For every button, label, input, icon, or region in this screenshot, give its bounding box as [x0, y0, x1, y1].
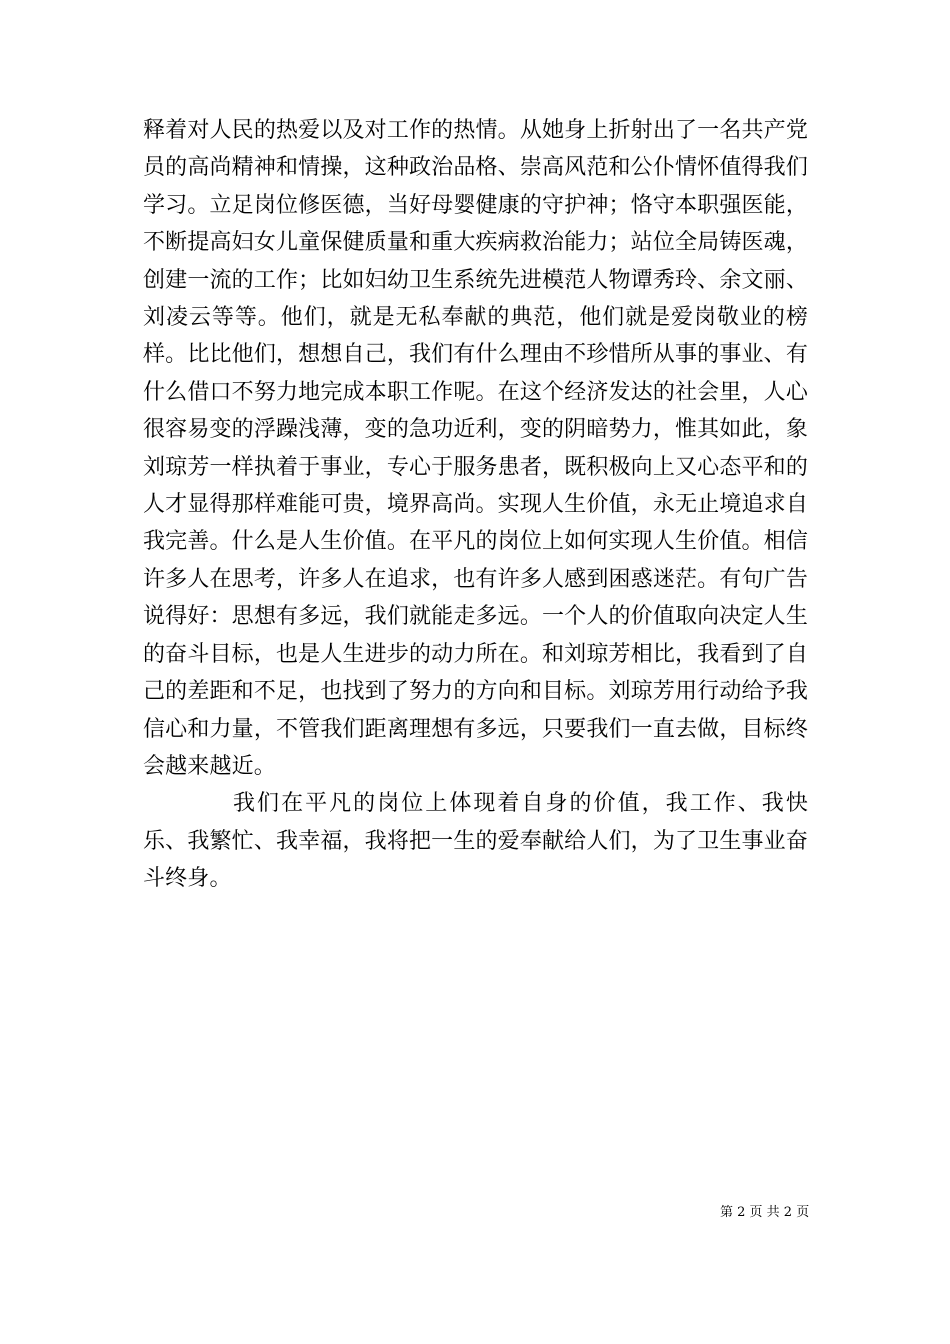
body-text — [143, 112, 808, 898]
paragraph-closing: 我们在平凡的岗位上体现着自身的价值，我工作、我快乐、我繁忙、我幸福，我将把一生的爱奉献给人们，为了卫生事业奋斗终身。 — [143, 791, 808, 892]
page-number-footer: 第 2 页 共 2 页 — [720, 1205, 810, 1220]
paragraph-continued: 释着对人民的热爱以及对工作的热情。从她身上折射出了一名共产党员的高尚精神和情操，这种政治品格、崇高风范和公仆情怀值得我们学习。立足岗位修医德，当好母婴健康的守护神；恪守本职强医能，不断提高妇女儿童保健质量和重大疾病救治能力；站位全局铸医魂，创建一流的工作；比如妇幼卫生系统先进模范人物谭秀玲、余文丽、刘凌云等等。他们，就是无私奉献的典范，他们就是爱岗敬业的榜样。比比他们，想想自己，我们有什么理由不珍惜所从事的事业、有什么借口不努力地完成本职工作呢。在这个经济发达的社会里，人心很容易变的浮躁浅薄，变的急功近利，变的阴暗势力，惟其如此，象刘琼芳一样执着于事业，专心于服务患者，既积极向上又心态平和的人才显得那样难能可贵，境界高尚。实现人生价值，永无止境追求自我完善。什么是人生价值。在平凡的岗位上如何实现人生价值。相信许多人在思考，许多人在追求，也有许多人感到困惑迷茫。有句广告说得好：思想有多远，我们就能走多远。一个人的价值取向决定人生的奋斗目标，也是人生进步的动力所在。和刘琼芳相比，我看到了自己的差距和不足，也找到了努力的方向和目标。刘琼芳用行动给予我信心和力量，不管我们距离理想有多远，只要我们一直去做，目标终会越来越近。 — [143, 118, 808, 779]
